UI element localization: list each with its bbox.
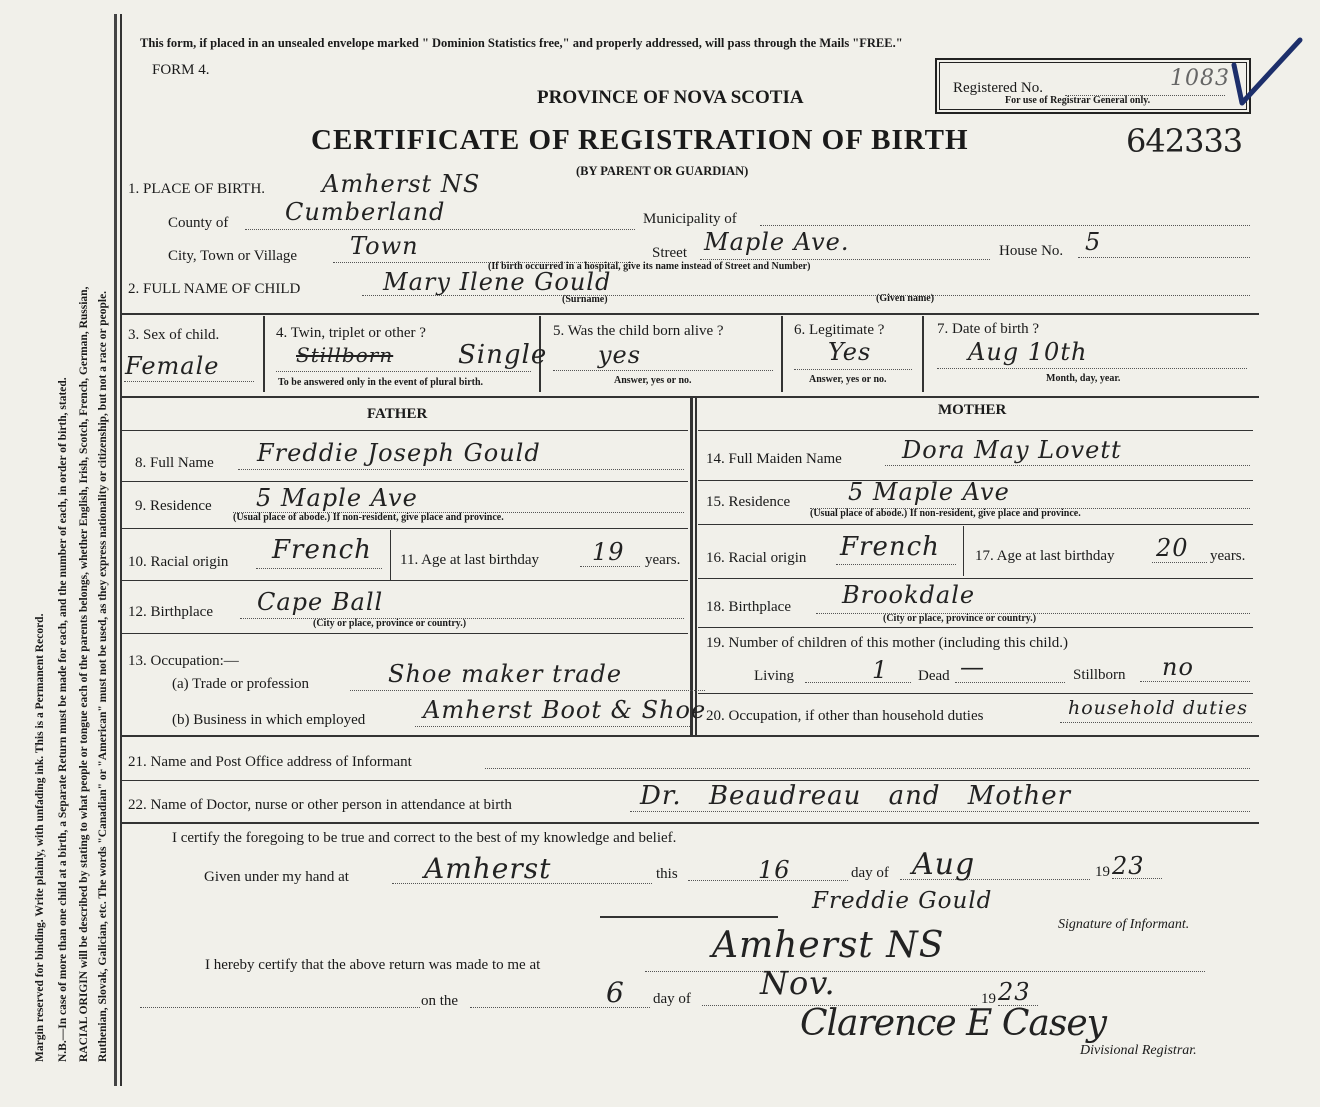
city-value: Town bbox=[350, 232, 419, 260]
informant-label: 21. Name and Post Office address of Informant bbox=[128, 754, 412, 770]
mother-race-label: 16. Racial origin bbox=[706, 550, 807, 566]
rule-legit bbox=[922, 316, 924, 392]
doctor-label: 22. Name of Doctor, nurse or other person in attendance at birth bbox=[128, 797, 512, 813]
mail-notice: This form, if placed in an unsealed envelope marked " Dominion Statistics free," and properly addressed, will pass through the Mails "FREE." bbox=[140, 36, 903, 50]
registrar-place-line bbox=[645, 971, 1205, 972]
dead-value: — bbox=[960, 653, 985, 681]
surname-note: (Surname) bbox=[562, 294, 608, 305]
mother-occupation-value: household duties bbox=[1068, 697, 1248, 719]
house-line bbox=[1078, 257, 1250, 258]
father-race-label: 10. Racial origin bbox=[128, 554, 229, 570]
children-label: 19. Number of children of this mother (including this child.) bbox=[706, 635, 1069, 651]
rule-f-1 bbox=[122, 430, 688, 431]
place-of-birth-value: Amherst NS bbox=[322, 170, 481, 198]
municipality-label: Municipality of bbox=[643, 211, 737, 227]
rule-sex bbox=[263, 316, 265, 392]
rule-parents-divider-2 bbox=[695, 398, 697, 735]
street-value: Maple Ave. bbox=[704, 228, 850, 256]
municipality-line bbox=[760, 225, 1250, 226]
father-age-label: 11. Age at last birthday bbox=[400, 552, 539, 568]
twin-label: 4. Twin, triplet or other ? bbox=[276, 325, 426, 341]
margin-note-4: Ruthenian, Slovak, Galician, etc. The words "Canadian" or "American" must not be used, as they express nationality or citizenship, but not a race or people. bbox=[97, 290, 109, 1062]
rule-m-1 bbox=[698, 430, 1253, 431]
registrar-day-value: 6 bbox=[606, 976, 625, 1009]
rule-m-3 bbox=[698, 524, 1253, 525]
informant-day-value: 16 bbox=[758, 856, 791, 884]
child-name-label: 2. FULL NAME OF CHILD bbox=[128, 281, 301, 297]
year-prefix: 19 bbox=[1095, 864, 1110, 880]
street-line bbox=[700, 259, 990, 260]
year-line bbox=[1112, 878, 1162, 879]
house-number-value: 5 bbox=[1085, 228, 1102, 256]
doctor-value: Dr. Beaudreau and Mother bbox=[640, 781, 1072, 811]
registered-value: 1083 bbox=[1170, 66, 1230, 91]
given-name-note: (Given name) bbox=[876, 293, 935, 304]
legitimate-label: 6. Legitimate ? bbox=[794, 322, 885, 338]
informant-certify-text: I certify the foregoing to be true and correct to the best of my knowledge and belief. bbox=[172, 830, 677, 846]
signature-of-informant-label: Signature of Informant. bbox=[1058, 917, 1190, 932]
dead-label: Dead bbox=[918, 668, 950, 684]
father-birthplace-value: Cape Ball bbox=[257, 588, 384, 616]
this-label: this bbox=[656, 866, 678, 882]
mother-heading: MOTHER bbox=[938, 402, 1007, 418]
county-line bbox=[245, 229, 635, 230]
twin-note: To be answered only in the event of plural birth. bbox=[278, 377, 484, 388]
doctor-line bbox=[630, 811, 1250, 812]
mother-age-line bbox=[1152, 562, 1207, 563]
margin-note-3: RACIAL ORIGIN will be described by stating to what people or tongue each of the parents belongs, whether English, Irish, Scotch, French, German, Russian, bbox=[78, 286, 90, 1062]
certificate-subtitle: (BY PARENT OR GUARDIAN) bbox=[576, 164, 749, 178]
rule-certify-top bbox=[122, 822, 1259, 824]
father-trade-line bbox=[350, 690, 705, 691]
father-residence-label: 9. Residence bbox=[135, 498, 212, 514]
father-heading: FATHER bbox=[367, 406, 428, 422]
hospital-note: (If birth occurred in a hospital, give its name instead of Street and Number) bbox=[488, 261, 811, 272]
stillborn-label: Stillborn bbox=[1073, 667, 1126, 683]
rule-informant-top bbox=[122, 735, 1259, 737]
born-alive-label: 5. Was the child born alive ? bbox=[553, 323, 724, 339]
dob-note: Month, day, year. bbox=[1046, 373, 1121, 384]
mother-residence-note: (Usual place of abode.) If non-resident, give place and province. bbox=[810, 508, 1081, 519]
mother-occupation-label: 20. Occupation, if other than household duties bbox=[706, 708, 984, 724]
rule-top-section bbox=[122, 313, 1259, 315]
city-label: City, Town or Village bbox=[168, 248, 298, 264]
stillborn-value: no bbox=[1162, 653, 1194, 681]
twin-value: Single bbox=[458, 340, 548, 370]
place-of-birth-label: 1. PLACE OF BIRTH. bbox=[128, 181, 266, 197]
rule-f-4 bbox=[122, 580, 688, 581]
legit-line bbox=[794, 369, 912, 370]
father-race-line bbox=[256, 568, 382, 569]
father-residence-value: 5 Maple Ave bbox=[256, 484, 418, 512]
legitimate-value: Yes bbox=[828, 338, 872, 366]
father-name-value: Freddie Joseph Gould bbox=[257, 439, 541, 467]
margin-note-2: N.B.—In case of more than one child at a birth, a Separate Return must be made for each, and the number of each, in order of birth, stated. bbox=[57, 377, 69, 1062]
check-mark-icon bbox=[1228, 35, 1308, 110]
father-years-label: years. bbox=[645, 552, 681, 568]
father-residence-note: (Usual place of abode.) If non-resident, give place and province. bbox=[233, 512, 504, 523]
rule-alive bbox=[781, 316, 783, 392]
informant-month-value: Aug bbox=[912, 847, 976, 882]
street-label: Street bbox=[652, 245, 687, 261]
informant-year-value: 23 bbox=[1112, 852, 1145, 880]
certificate-title: CERTIFICATE OF REGISTRATION OF BIRTH bbox=[311, 124, 969, 156]
mother-occ-line bbox=[1060, 722, 1252, 723]
mother-age-value: 20 bbox=[1156, 534, 1189, 562]
mother-name-line bbox=[885, 465, 1250, 466]
sex-value: Female bbox=[125, 352, 220, 380]
mother-age-label: 17. Age at last birthday bbox=[975, 548, 1115, 564]
registered-note: For use of Registrar General only. bbox=[1005, 95, 1151, 106]
father-birthplace-note: (City or place, province or country.) bbox=[313, 618, 467, 629]
margin-note-1: Margin reserved for binding. Write plainly, with unfading ink. This is a Permanent Record. bbox=[34, 613, 46, 1062]
informant-line bbox=[485, 768, 1250, 769]
sex-line bbox=[124, 381, 254, 382]
dead-line bbox=[955, 682, 1065, 683]
mother-birthplace-value: Brookdale bbox=[842, 581, 976, 609]
father-name-label: 8. Full Name bbox=[135, 455, 214, 471]
dob-value: Aug 10th bbox=[968, 338, 1088, 366]
rule-f-race bbox=[390, 530, 391, 580]
living-value: 1 bbox=[872, 656, 889, 684]
dob-line bbox=[937, 368, 1247, 369]
father-business-label: (b) Business in which employed bbox=[172, 712, 366, 728]
county-value: Cumberland bbox=[285, 198, 446, 226]
living-line bbox=[805, 682, 911, 683]
rule-m-race bbox=[963, 526, 964, 576]
child-name-value: Mary Ilene Gould bbox=[383, 268, 612, 296]
registrar-year-prefix: 19 bbox=[981, 991, 996, 1007]
registrar-day-of-label: day of bbox=[653, 991, 691, 1007]
registrar-place-value: Amherst NS bbox=[712, 925, 945, 966]
mother-years-label: years. bbox=[1210, 548, 1246, 564]
rule-m-4 bbox=[698, 578, 1253, 579]
father-occupation-label: 13. Occupation:— bbox=[128, 653, 239, 669]
mother-residence-value: 5 Maple Ave bbox=[848, 478, 1010, 506]
twin-struck-value: Stillborn bbox=[296, 343, 394, 367]
mother-residence-label: 15. Residence bbox=[706, 494, 791, 510]
born-alive-value: yes bbox=[598, 341, 642, 369]
rule-f-3 bbox=[122, 528, 688, 529]
alive-line bbox=[553, 370, 773, 371]
given-under-label: Given under my hand at bbox=[204, 869, 349, 885]
rule-m-6 bbox=[698, 693, 1253, 694]
binding-rule bbox=[114, 14, 117, 1086]
father-biz-line bbox=[415, 726, 690, 727]
twin-line bbox=[276, 371, 531, 372]
father-age-value: 19 bbox=[592, 538, 625, 566]
form-number: FORM 4. bbox=[152, 62, 210, 78]
certificate-number: 642333 bbox=[1126, 122, 1243, 160]
father-age-line bbox=[580, 566, 640, 567]
registrar-signature: Clarence E Casey bbox=[800, 1003, 1106, 1044]
registered-label: Registered No. bbox=[953, 80, 1043, 96]
father-trade-value: Shoe maker trade bbox=[388, 660, 623, 688]
father-race-value: French bbox=[272, 535, 372, 565]
county-label: County of bbox=[168, 215, 229, 231]
rule-m-5 bbox=[698, 627, 1253, 628]
alive-note: Answer, yes or no. bbox=[614, 375, 692, 386]
binding-rule-inner bbox=[120, 14, 122, 1086]
father-business-value: Amherst Boot & Shoe bbox=[423, 696, 707, 724]
father-trade-label: (a) Trade or profession bbox=[172, 676, 310, 692]
rule-parents-divider bbox=[690, 398, 693, 735]
registrar-month-value: Nov. bbox=[760, 964, 836, 1002]
father-name-line bbox=[238, 469, 684, 470]
registrar-certify-text: I hereby certify that the above return was made to me at bbox=[205, 957, 541, 973]
mother-race-value: French bbox=[840, 532, 940, 562]
registrar-pre-line bbox=[140, 1007, 420, 1008]
living-label: Living bbox=[754, 668, 794, 684]
divisional-registrar-label: Divisional Registrar. bbox=[1080, 1043, 1197, 1058]
sex-label: 3. Sex of child. bbox=[128, 327, 220, 343]
rule-f-2 bbox=[122, 481, 688, 482]
registrar-year-value: 23 bbox=[998, 978, 1031, 1006]
informant-signature: Freddie Gould bbox=[812, 888, 993, 914]
dob-label: 7. Date of birth ? bbox=[937, 321, 1040, 337]
on-the-label: on the bbox=[421, 993, 459, 1009]
province-heading: PROVINCE OF NOVA SCOTIA bbox=[537, 87, 804, 108]
mother-name-value: Dora May Lovett bbox=[902, 436, 1122, 464]
father-birthplace-label: 12. Birthplace bbox=[128, 604, 213, 620]
mother-name-label: 14. Full Maiden Name bbox=[706, 451, 842, 467]
given-place-value: Amherst bbox=[424, 852, 552, 885]
mother-race-line bbox=[836, 564, 956, 565]
house-number-label: House No. bbox=[999, 243, 1064, 259]
mother-birthplace-note: (City or place, province or country.) bbox=[883, 613, 1037, 624]
signature-line bbox=[600, 916, 778, 918]
rule-f-5 bbox=[122, 633, 688, 634]
legit-note: Answer, yes or no. bbox=[809, 374, 887, 385]
stillborn-line bbox=[1140, 681, 1250, 682]
mother-birthplace-label: 18. Birthplace bbox=[706, 599, 791, 615]
day-of-label: day of bbox=[851, 865, 889, 881]
